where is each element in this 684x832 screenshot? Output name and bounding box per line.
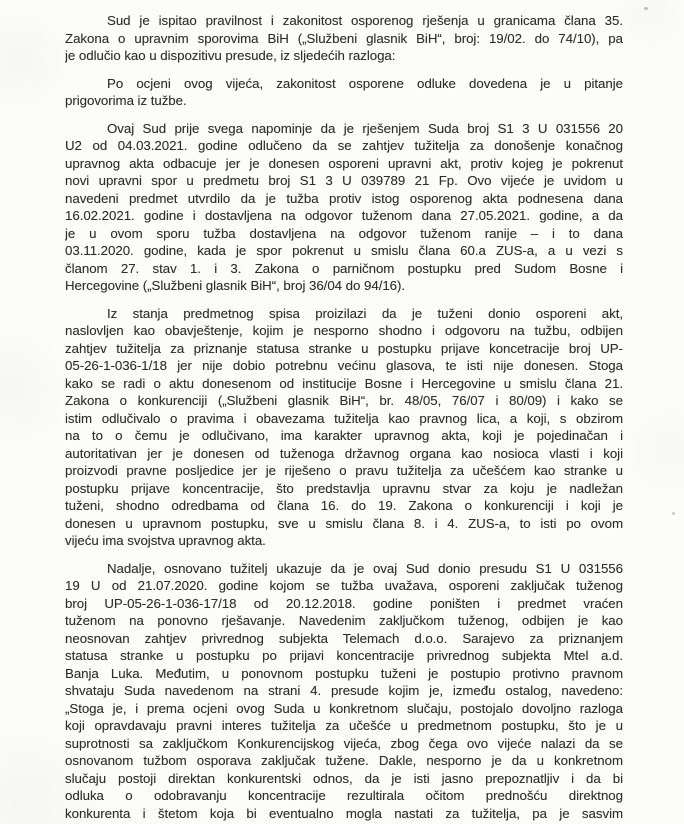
text-line: tuženi, shodno odredbama od člana 16. do 19. Zakona o konkurenciji i koji je bbox=[65, 498, 623, 513]
text-line: konkurenta i štetom koja bi eventualno mogla nastati za tužitelja, pa je sasvim bbox=[65, 805, 623, 821]
text-line: Zakona o konkurenciji („Službeni glasnik BiH“, br. 48/05, 76/07 i 80/09) i kako se bbox=[65, 393, 623, 408]
text-line: vijeću ima svojstva upravnog akta. bbox=[65, 533, 266, 548]
text-line: Nadalje, osnovano tužitelj ukazuje da je ovaj Sud donio presudu S1 U 031556 bbox=[107, 560, 623, 576]
text-line: Zakona o upravnim sporovima BiH („Službeni glasnik BiH“, broj: 19/02. do 74/10), pa bbox=[65, 30, 623, 46]
text-line: 03.11.2020. godine, kada je spor pokrenut u smislu člana 60.a ZUS-a, a u vezi s bbox=[65, 243, 623, 258]
text-line: Po ocjeni ovog vijeća, zakonitost osporene odluke dovedena je u pitanje bbox=[107, 75, 623, 91]
text-line: broj UP-05-26-1-036-17/18 od 20.12.2018. godine poništen i predmet vraćen bbox=[65, 595, 623, 611]
text-line: je u ovom sporu tužba dostavljena na odgovor tuženom ranije – i to dana bbox=[65, 225, 623, 241]
text-line: slučaju postoji direktan konkurentski odnos, da je isti jasno prepoznatljiv i da bi bbox=[65, 770, 623, 786]
text-line: odluka o odobravanju koncentracije rezultirala očitom prednošću direktnog bbox=[65, 788, 623, 803]
text-line: statusa stranke u postupku po prijavi koncentracije privrednog subjekta Mtel a.d. bbox=[65, 648, 623, 663]
scan-speck bbox=[644, 7, 648, 10]
paragraph bbox=[65, 305, 623, 550]
text-line: „Stoga je, i prema ocjeni ovog Suda u konkretnom slučaju, postojalo dovoljno razloga bbox=[65, 700, 623, 716]
text-line: upravnog akta odbacuje jer je donesen osporeni upravni akt, protiv kojeg je pokrenut bbox=[65, 155, 623, 171]
paragraph bbox=[65, 120, 623, 295]
text-line: Hercegovine („Službeni glasnik BiH“, broj 36/04 do 94/16). bbox=[65, 278, 406, 293]
text-line: neosnovan zahtjev privrednog subjekta Telemach d.o.o. Sarajevo za priznanjem bbox=[65, 630, 623, 646]
text-line: autoritativan jer je donesen od tuženoga državnog organa kao nosioca vlasti i koji bbox=[65, 445, 623, 461]
document-body bbox=[65, 12, 623, 832]
text-line: je odlučio kao u dispozitivu presude, iz sljedećih razloga: bbox=[65, 48, 396, 63]
text-line: prigovorima iz tužbe. bbox=[65, 93, 187, 108]
text-line: donesen u upravnom postupku, sve u smislu člana 8. i 4. ZUS-a, to isti po ovom bbox=[65, 515, 623, 531]
text-line: na to o čemu je odlučivano, ima karakter upravnog akta, koji je pojedinačan i bbox=[65, 428, 623, 443]
paragraph bbox=[65, 75, 623, 110]
text-line: proizvodi pravne posljedice jer je riješeno o pravu tužitelja za učešćem kao stranke u bbox=[65, 463, 623, 478]
text-line: shvataju Suda navedenom na strani 4. presude kojim je, između ostalog, navedeno: bbox=[65, 683, 623, 698]
text-line: zahtjev tužitelja za priznanje statusa stranke u postupku prijave koncetracije broj UP- bbox=[65, 340, 623, 356]
text-line: novi upravni spor u predmetu broj S1 3 U 039789 21 Fp. Ovo vijeće je uvidom u bbox=[65, 173, 623, 188]
text-line: koji opravdavaju pravni interes tužitelja za učešće u predmetnom postupku, što je u bbox=[65, 718, 623, 733]
text-line: Banja Luka. Međutim, u ponovnom postupku tuženi je postupio protivno pravnom bbox=[65, 665, 623, 681]
text-line: Iz stanja predmetnog spisa proizilazi da je tuženi donio osporeni akt, bbox=[107, 305, 623, 321]
text-line: članom 27. stav 1. i 3. Zakona o parničnom postupku pred Sudom Bosne i bbox=[65, 260, 623, 276]
paragraph bbox=[65, 12, 623, 65]
text-line: tuženom na ponovno rješavanje. Navedenim zaključkom tuženog, odbijen je kao bbox=[65, 613, 623, 628]
text-line: Sud je ispitao pravilnost i zakonitost osporenog rješenja u granicama člana 35. bbox=[107, 13, 623, 28]
text-line: navedeni predmet utvrdilo da je tužba protiv istog osporenog akta podnesena dana bbox=[65, 190, 623, 206]
text-line: naslovljen kao obavještenje, kojim je nesporno shodno i odgovoru na tužbu, odbijen bbox=[65, 323, 623, 338]
text-line: osnovanom tužbom osporava zaključak tužene. Dakle, nesporno je da u konkretnom bbox=[65, 753, 623, 768]
text-line: Ovaj Sud prije svega napominje da je rješenjem Suda broj S1 3 U 031556 20 bbox=[107, 120, 623, 136]
text-line: suprotnosti sa zaključkom Konkurencijskog vijeća, zbog čega ovo vijeće nalazi da se bbox=[65, 735, 623, 751]
text-line: 16.02.2021. godine i dostavljena na odgovor tuženom dana 27.05.2021. godine, a da bbox=[65, 208, 623, 223]
paragraph bbox=[65, 560, 623, 823]
text-line: istim odlučivalo o pravima i obavezama tužitelja kao pravnog lica, a koji, s obzirom bbox=[65, 410, 623, 426]
scan-speck bbox=[672, 512, 675, 515]
text-line: 05-26-1-036-1/18 jer nije dobio potrebnu većinu glasova, te isti nije donesen. Stoga bbox=[65, 358, 623, 373]
text-line: postupku prijave koncentracije, što predstavlja upravnu stvar za koju je nadležan bbox=[65, 480, 623, 496]
text-line: U2 od 04.03.2021. godine odlučeno da se zahtjev tužitelja za donošenje konačnog bbox=[65, 138, 623, 153]
text-line: kako se radi o aktu donesenom od institucije Bosne i Hercegovine u smislu člana 21. bbox=[65, 375, 623, 391]
text-line: 19 U od 21.07.2020. godine kojom se tužba uvažava, osporeni zaključak tuženog bbox=[65, 578, 623, 593]
